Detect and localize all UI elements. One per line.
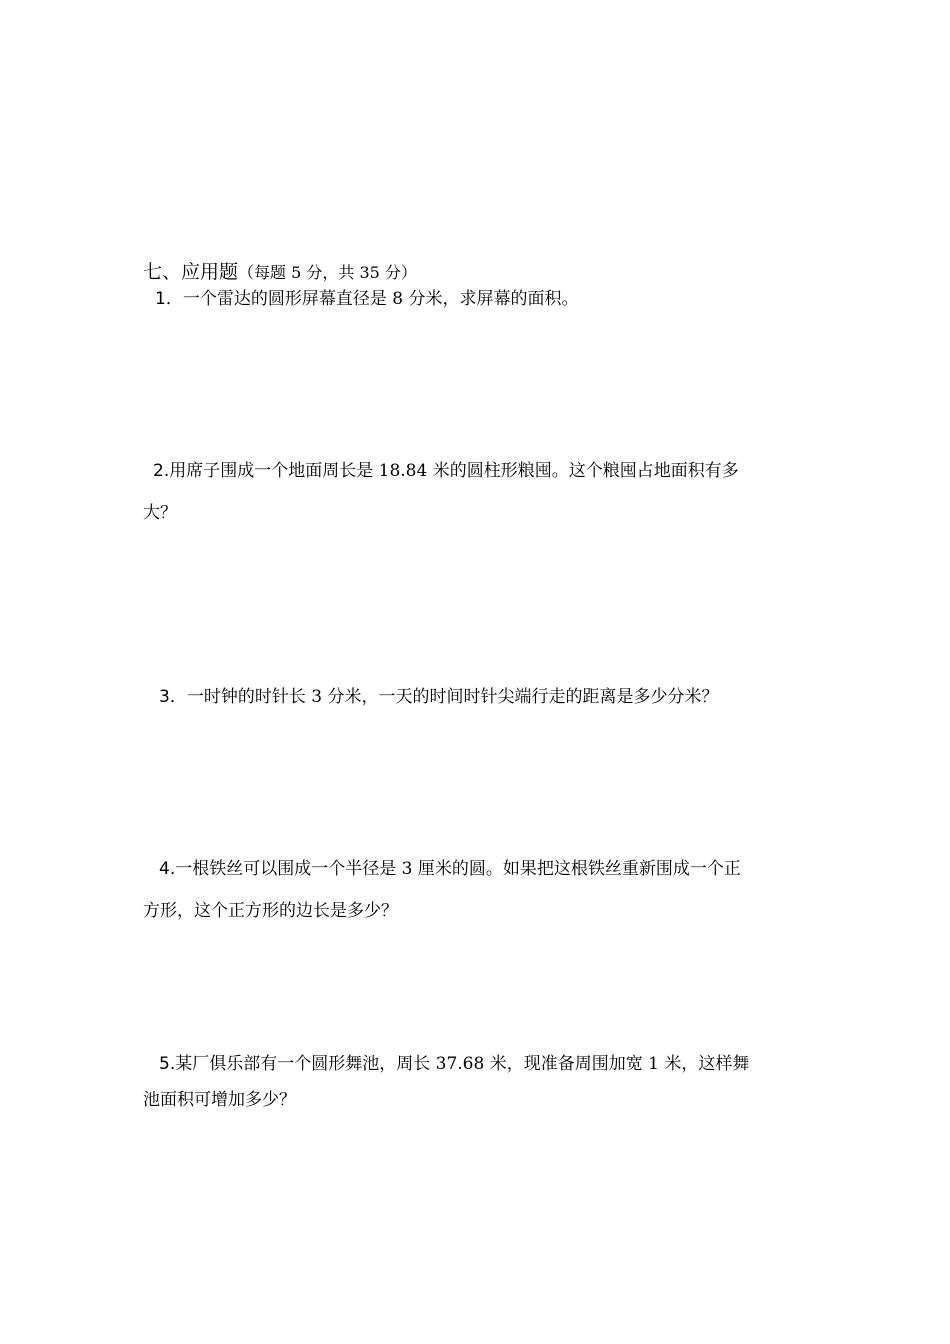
section-scoring: （每题 5 分，共 35 分） <box>238 263 417 282</box>
problem-2 <box>143 450 813 534</box>
section-title: 七、应用题 <box>143 261 239 283</box>
problem-text: 用席子围成一个地面周长是 18.84 米的圆柱形粮囤。这个粮囤占地面积有多 <box>169 461 739 481</box>
problem-number: 5. <box>159 1054 176 1074</box>
problem-3 <box>143 676 829 718</box>
problem-4 <box>143 848 813 932</box>
problem-text: 一时钟的时针长 3 分米，一天的时间时针尖端行走的距离是多少分米？ <box>186 687 719 707</box>
problem-1 <box>143 278 825 320</box>
problem-text-continued: 方形，这个正方形的边长是多少？ <box>143 901 398 921</box>
problem-number: 1． <box>155 289 183 309</box>
problem-number: 4. <box>159 859 176 879</box>
problem-text: 一个雷达的圆形屏幕直径是 8 分米，求屏幕的面积。 <box>182 289 579 309</box>
problem-text: 一根铁丝可以围成一个半径是 3 厘米的圆。如果把这根铁丝重新围成一个正 <box>175 859 741 879</box>
problem-text: 某厂俱乐部有一个圆形舞池，周长 37.68 米，现准备周围加宽 1 米，这样舞 <box>175 1054 750 1074</box>
problem-text-continued: 大？ <box>143 503 177 523</box>
problem-number: 3． <box>159 687 187 707</box>
problem-text-continued: 池面积可增加多少？ <box>143 1090 296 1110</box>
problem-number: 2. <box>153 461 170 481</box>
problem-5 <box>143 1046 813 1118</box>
